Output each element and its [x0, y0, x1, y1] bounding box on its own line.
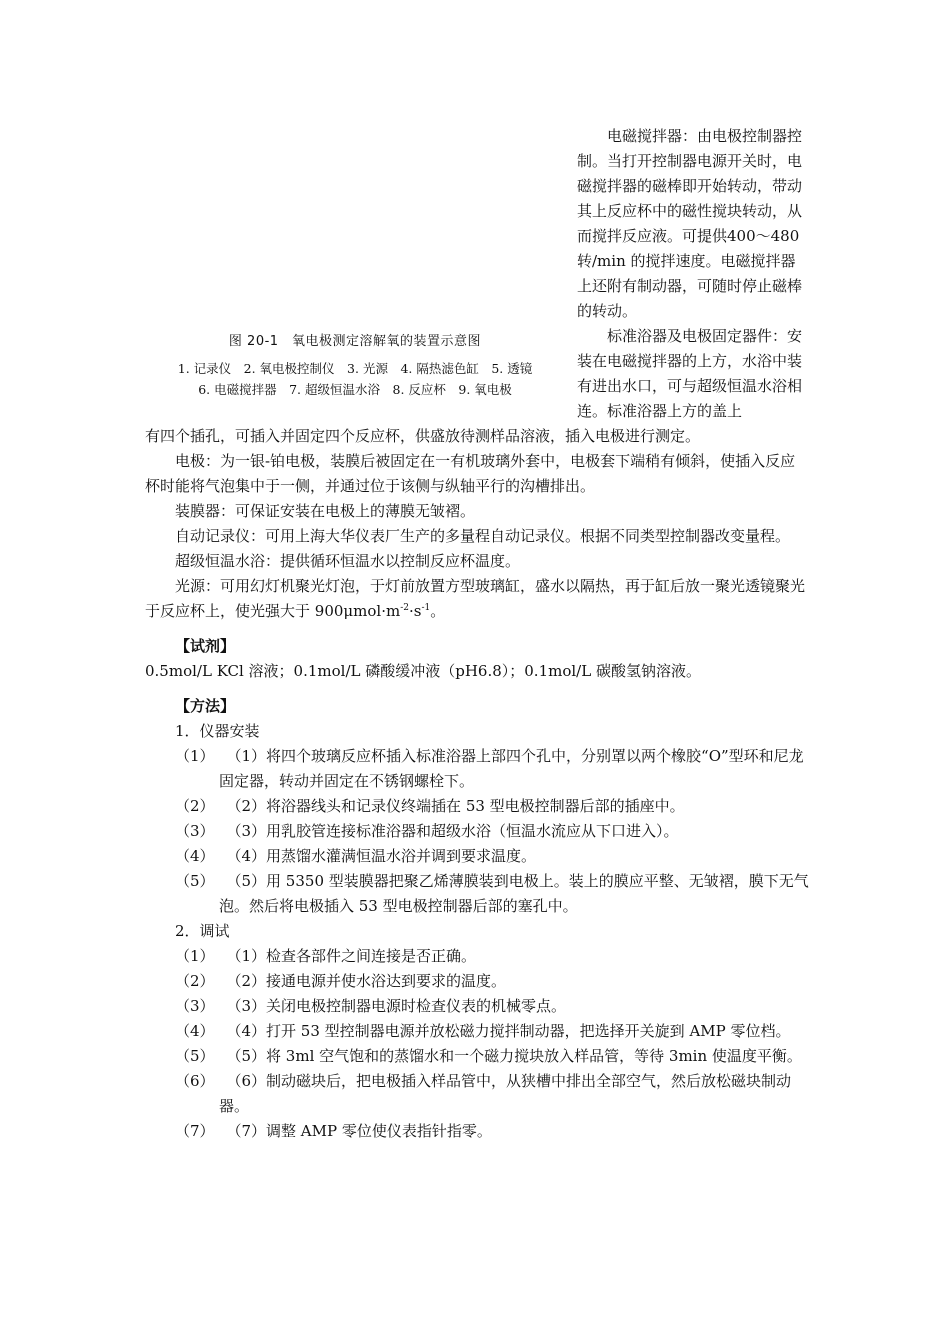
light-source-paragraph: [145, 574, 810, 624]
debug-list: [145, 944, 810, 1144]
membrane-device-paragraph: 装膜器：可保证安装在电极上的薄膜无皱褶。: [175, 502, 476, 520]
figure-legend: [145, 358, 565, 400]
figure-caption: 图 20-1 氧电极测定溶解氧的装置示意图: [228, 334, 482, 349]
item-text: （1）将四个玻璃反应杯插入标准浴器上部四个孔中，分别罩以两个橡胶“O”型环和尼龙固定器，转动并固定在不锈钢螺栓下。: [219, 747, 804, 790]
list-item: [145, 994, 810, 1019]
electrode-paragraph: 电极：为一银-铂电极，装膜后被固定在一有机玻璃外套中，电极套下端稍有倾斜，使插入反应杯时能将气泡集中于一侧，并通过位于该侧与纵轴平行的沟槽排出。: [145, 452, 796, 495]
item-number: （3）: [175, 997, 215, 1015]
item-text: （3）用乳胶管连接标准浴器和超级水浴（恒温水流应从下口进入）。: [219, 822, 679, 840]
item-text: （1）检查各部件之间连接是否正确。: [219, 947, 477, 965]
list-item: [145, 1069, 810, 1119]
item-text: （5）用 5350 型装膜器把聚乙烯薄膜装到电极上。装上的膜应平整、无皱褶，膜下无气泡。然后将电极插入 53 型电极控制器后部的塞孔中。: [219, 872, 809, 915]
stirrer-paragraph: 电磁搅拌器：由电极控制器控制。当打开控制器电源开关时，电磁搅拌器的磁棒即开始转动，带动其上反应杯中的磁性搅块转动，从而搅拌反应液。可提供400～480 转/min 的搅拌速度。电磁搅拌器上还附有制动器，可随时停止磁棒的转动。: [577, 127, 803, 320]
list-item: [145, 794, 810, 819]
light-superscript: -1: [421, 603, 431, 613]
side-text-column: [577, 124, 809, 424]
recorder-paragraph: 自动记录仪：可用上海大华仪表厂生产的多量程自动记录仪。根据不同类型控制器改变量程。: [175, 527, 791, 545]
item-text: （4）打开 53 型控制器电源并放松磁力搅拌制动器，把选择开关旋到 AMP 零位档。: [219, 1022, 791, 1040]
item-number: （3）: [175, 822, 215, 840]
bath-paragraph-end: 有四个插孔，可插入并固定四个反应杯，供盛放待测样品溶液，插入电极进行测定。: [145, 427, 701, 445]
item-number: （7）: [175, 1122, 215, 1140]
list-item: [145, 1019, 810, 1044]
install-subheading: 1．仪器安装: [175, 722, 260, 740]
list-item: [145, 819, 810, 844]
reagents-text: 0.5mol/L KCl 溶液；0.1mol/L 磷酸缓冲液（pH6.8）；0.1mol/L 碳酸氢钠溶液。: [145, 662, 701, 680]
item-number: （5）: [175, 1047, 215, 1065]
item-number: （4）: [175, 847, 215, 865]
debug-subheading: 2．调试: [175, 922, 230, 940]
light-superscript: -2: [400, 603, 409, 613]
list-item: [145, 869, 810, 919]
item-number: （4）: [175, 1022, 215, 1040]
item-text: （7）调整 AMP 零位使仪表指针指零。: [219, 1122, 492, 1140]
list-item: [145, 969, 810, 994]
list-item: [145, 944, 810, 969]
methods-heading: 【方法】: [175, 697, 236, 715]
item-text: （4）用蒸馏水灌满恒温水浴并调到要求温度。: [219, 847, 537, 865]
item-number: （5）: [175, 872, 215, 890]
list-item: [145, 1044, 810, 1069]
thermostat-paragraph: 超级恒温水浴：提供循环恒温水以控制反应杯温度。: [175, 552, 521, 570]
item-number: （2）: [175, 972, 215, 990]
bath-paragraph-start: 标准浴器及电极固定器件：安装在电磁搅拌器的上方，水浴中装有进出水口，可与超级恒温水浴相连。标准浴器上方的盖上: [577, 327, 803, 420]
install-list: [145, 744, 810, 919]
figure-legend-line: 1. 记录仪 2. 氧电极控制仪 3. 光源 4. 隔热滤色缸 5. 透镜: [177, 361, 533, 376]
item-text: （2）接通电源并使水浴达到要求的温度。: [219, 972, 507, 990]
light-text: 。: [430, 602, 446, 620]
light-text: ·s: [408, 602, 422, 620]
item-number: （2）: [175, 797, 215, 815]
light-text: 光源：可用幻灯机聚光灯泡，于灯前放置方型玻璃缸，盛水以隔热，再于缸后放一聚光透镜聚光于反应杯上，使光强大于 900μmol·m: [145, 577, 806, 620]
figure-20-1: [145, 120, 565, 400]
list-item: [145, 844, 810, 869]
list-item: [145, 744, 810, 794]
item-text: （6）制动磁块后，把电极插入样品管中，从狭槽中排出全部空气，然后放松磁块制动器。: [219, 1072, 792, 1115]
item-number: （6）: [175, 1072, 215, 1090]
item-text: （2）将浴器线头和记录仪终端插在 53 型电极控制器后部的插座中。: [219, 797, 685, 815]
item-text: （3）关闭电极控制器电源时检查仪表的机械零点。: [219, 997, 567, 1015]
list-item: [145, 1119, 810, 1144]
item-number: （1）: [175, 947, 215, 965]
reagents-heading: 【试剂】: [175, 637, 236, 655]
item-text: （5）将 3ml 空气饱和的蒸馏水和一个磁力搅块放入样品管，等待 3min 使温度平衡。: [219, 1047, 802, 1065]
item-number: （1）: [175, 747, 215, 765]
figure-legend-line: 6. 电磁搅拌器 7. 超级恒温水浴 8. 反应杯 9. 氧电极: [198, 382, 512, 397]
main-text: [145, 424, 810, 1144]
